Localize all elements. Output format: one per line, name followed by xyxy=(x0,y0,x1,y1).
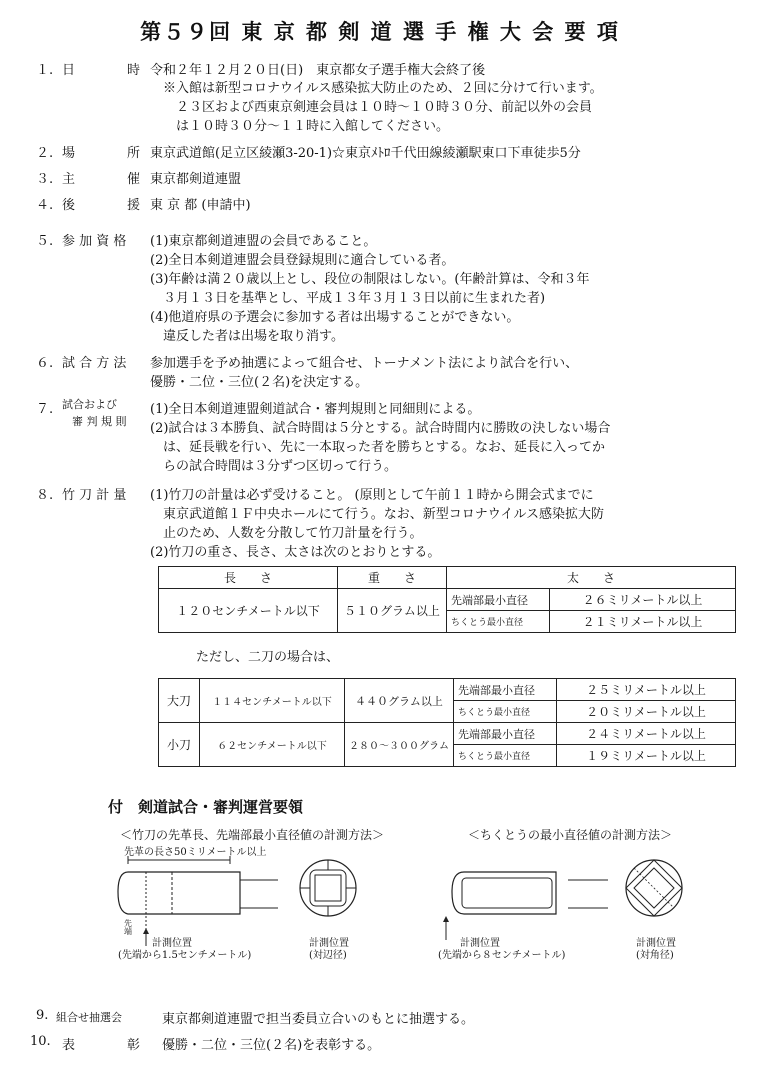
cell-diameter-value: ２１ミリメートル以上 xyxy=(550,611,736,633)
header-length: 長 さ xyxy=(159,567,338,589)
item-text: 東京都剣道連盟で担当委員立合いのもとに抽選する。 xyxy=(162,1012,475,1027)
cell-sword: 小刀 xyxy=(159,723,200,767)
cell-weight: ５１０グラム以上 xyxy=(338,589,447,633)
item-text: らの試合時間は３分ずつ区切って行う。 xyxy=(150,459,398,474)
item-text: 東京武道館(足立区綾瀬3-20-1)☆東京ﾒﾄﾛ千代田線綾瀬駅東口下車徒歩5分 xyxy=(150,146,581,161)
item-text: (2)竹刀の重さ、長さ、太さは次のとおりとする。 xyxy=(150,545,441,560)
item-number: 10. xyxy=(30,1034,51,1049)
cell-diameter-value: ２４ミリメートル以上 xyxy=(557,723,736,745)
cell-weight: ２８０～３００グラム xyxy=(345,723,454,767)
item-label: 参 加 資 格 xyxy=(62,234,127,249)
item-label: 試合および xyxy=(62,398,117,411)
item-text: (4)他道府県の予選会に参加する者は出場することができない。 xyxy=(150,310,520,325)
left-position-sub: (先端から1.5センチメートル) xyxy=(118,950,252,961)
cell-weight: ４４０グラム以上 xyxy=(345,679,454,723)
item-text: 止のため、人数を分散して竹刀計量を行う。 xyxy=(150,526,423,541)
shinai-tip-diagram xyxy=(110,852,300,952)
item-text: 優勝・二位・三位(２名)を表彰する。 xyxy=(162,1038,381,1053)
right-diagram-caption: ＜ちくとうの最小直径値の計測方法＞ xyxy=(468,828,673,842)
item-label: 竹 刀 計 量 xyxy=(62,488,127,503)
item-number: ７. xyxy=(36,402,54,417)
item-number: ６. xyxy=(36,356,54,371)
cell-diameter-value: １９ミリメートル以上 xyxy=(557,745,736,767)
cell-diameter-type: 先端部最小直径 xyxy=(454,679,557,701)
cell-diameter-type: ちくとう最小直径 xyxy=(454,701,557,723)
item-text: (1)東京都剣道連盟の会員であること。 xyxy=(150,234,377,249)
item-text: 東京武道館１Ｆ中央ホールにて行う。なお、新型コロナウイルス感染拡大防 xyxy=(150,507,604,522)
item-text: (2)全日本剣道連盟会員登録規則に適合している者。 xyxy=(150,253,455,268)
item-text: (3)年齢は満２０歳以上とし、段位の制限はしない。(年齢計算は、令和３年 xyxy=(150,272,590,287)
cross-section-opposite-diagram xyxy=(296,856,360,920)
item-text: 令和２年１２月２０日(日) 東京都女子選手権大会終了後 xyxy=(150,63,486,78)
item-text: 東 京 都 (申請中) xyxy=(150,198,251,213)
cell-length: ６２センチメートル以下 xyxy=(200,723,345,767)
cell-diameter-value: ２５ミリメートル以上 xyxy=(557,679,736,701)
item-text: 優勝・二位・三位(２名)を決定する。 xyxy=(150,375,369,390)
nitou-note: ただし、二刀の場合は、 xyxy=(196,650,340,665)
item-number: ５. xyxy=(36,234,54,249)
left-diagram-caption: ＜竹刀の先革長、先端部最小直径値の計測方法＞ xyxy=(120,828,385,842)
cell-length: １２０センチメートル以下 xyxy=(159,589,338,633)
left-cross-label: 計測位置 xyxy=(309,938,349,949)
item-label: 日 時 xyxy=(62,63,141,78)
item-text: 参加選手を予め抽選によって組合せ、トーナメント法により試合を行い、 xyxy=(150,356,579,371)
cell-diameter-type: ちくとう最小直径 xyxy=(447,611,550,633)
cell-length: １１４センチメートル以下 xyxy=(200,679,345,723)
item-text: ３月１３日を基準とし、平成１３年３月１３日以前に生まれた者) xyxy=(150,291,546,306)
item-text: (2)試合は３本勝負、試合時間は５分とする。試合時間内に勝敗の決しない場合 xyxy=(150,421,611,436)
left-position-label: 計測位置 xyxy=(152,938,192,949)
header-thickness: 太 さ xyxy=(447,567,736,589)
shinai-spec-table xyxy=(158,566,736,633)
cell-diameter-value: ２０ミリメートル以上 xyxy=(557,701,736,723)
item-label: 表 彰 xyxy=(62,1038,141,1053)
item-text: は、延長戦を行い、先に一本取った者を勝ちとする。なお、延長に入ってか xyxy=(150,440,606,455)
item-label: 後 援 xyxy=(62,198,141,213)
cross-section-diagonal-diagram xyxy=(622,856,686,920)
header-weight: 重 さ xyxy=(338,567,447,589)
nitou-spec-table xyxy=(158,678,736,767)
cell-diameter-type: 先端部最小直径 xyxy=(454,723,557,745)
right-cross-label: 計測位置 xyxy=(636,938,676,949)
cell-diameter-type: ちくとう最小直径 xyxy=(454,745,557,767)
page-title: 第５９回 東 京 都 剣 道 選 手 権 大 会 要 項 xyxy=(140,19,620,44)
item-number: ８. xyxy=(36,488,54,503)
left-cross-sub: (対辺径) xyxy=(309,950,347,961)
sakigawa-note: 先革の長さ50ミリメートル以上 xyxy=(124,847,267,858)
item-text: は１０時３０分～１１時に入館してください。 xyxy=(163,119,450,134)
item-text: 違反した者は出場を取り消す。 xyxy=(150,329,344,344)
cell-diameter-value: ２６ミリメートル以上 xyxy=(550,589,736,611)
item-label: 場 所 xyxy=(62,146,141,161)
item-number: ４. xyxy=(36,198,54,213)
item-number: ３. xyxy=(36,172,54,187)
item-label-2: 審 判 規 則 xyxy=(72,415,127,428)
item-label: 組合せ抽選会 xyxy=(56,1011,122,1024)
item-number: 9. xyxy=(36,1008,49,1023)
item-text: ２３区および西東京剣連会員は１０時～１０時３０分、前記以外の会員 xyxy=(163,100,593,115)
tip-vertical-note: 先端 xyxy=(124,919,132,936)
item-number: ２. xyxy=(36,146,54,161)
right-cross-sub: (対角径) xyxy=(636,950,674,961)
item-label: 主 催 xyxy=(62,172,141,187)
right-position-sub: (先端から８センチメートル) xyxy=(438,950,566,961)
item-text: 東京都剣道連盟 xyxy=(150,172,242,187)
cell-sword: 大刀 xyxy=(159,679,200,723)
item-label: 試 合 方 法 xyxy=(62,356,127,371)
cell-diameter-type: 先端部最小直径 xyxy=(447,589,550,611)
right-position-label: 計測位置 xyxy=(460,938,500,949)
appendix-title: 付 剣道試合・審判運営要領 xyxy=(108,798,304,816)
item-text: ※入館は新型コロナウイルス感染拡大防止のため、２回に分けて行います。 xyxy=(163,81,603,96)
item-text: (1)全日本剣道連盟剣道試合・審判規則と同細則による。 xyxy=(150,402,481,417)
item-number: １. xyxy=(36,63,54,78)
item-text: (1)竹刀の計量は必ず受けること。 (原則として午前１１時から開会式までに xyxy=(150,488,594,503)
